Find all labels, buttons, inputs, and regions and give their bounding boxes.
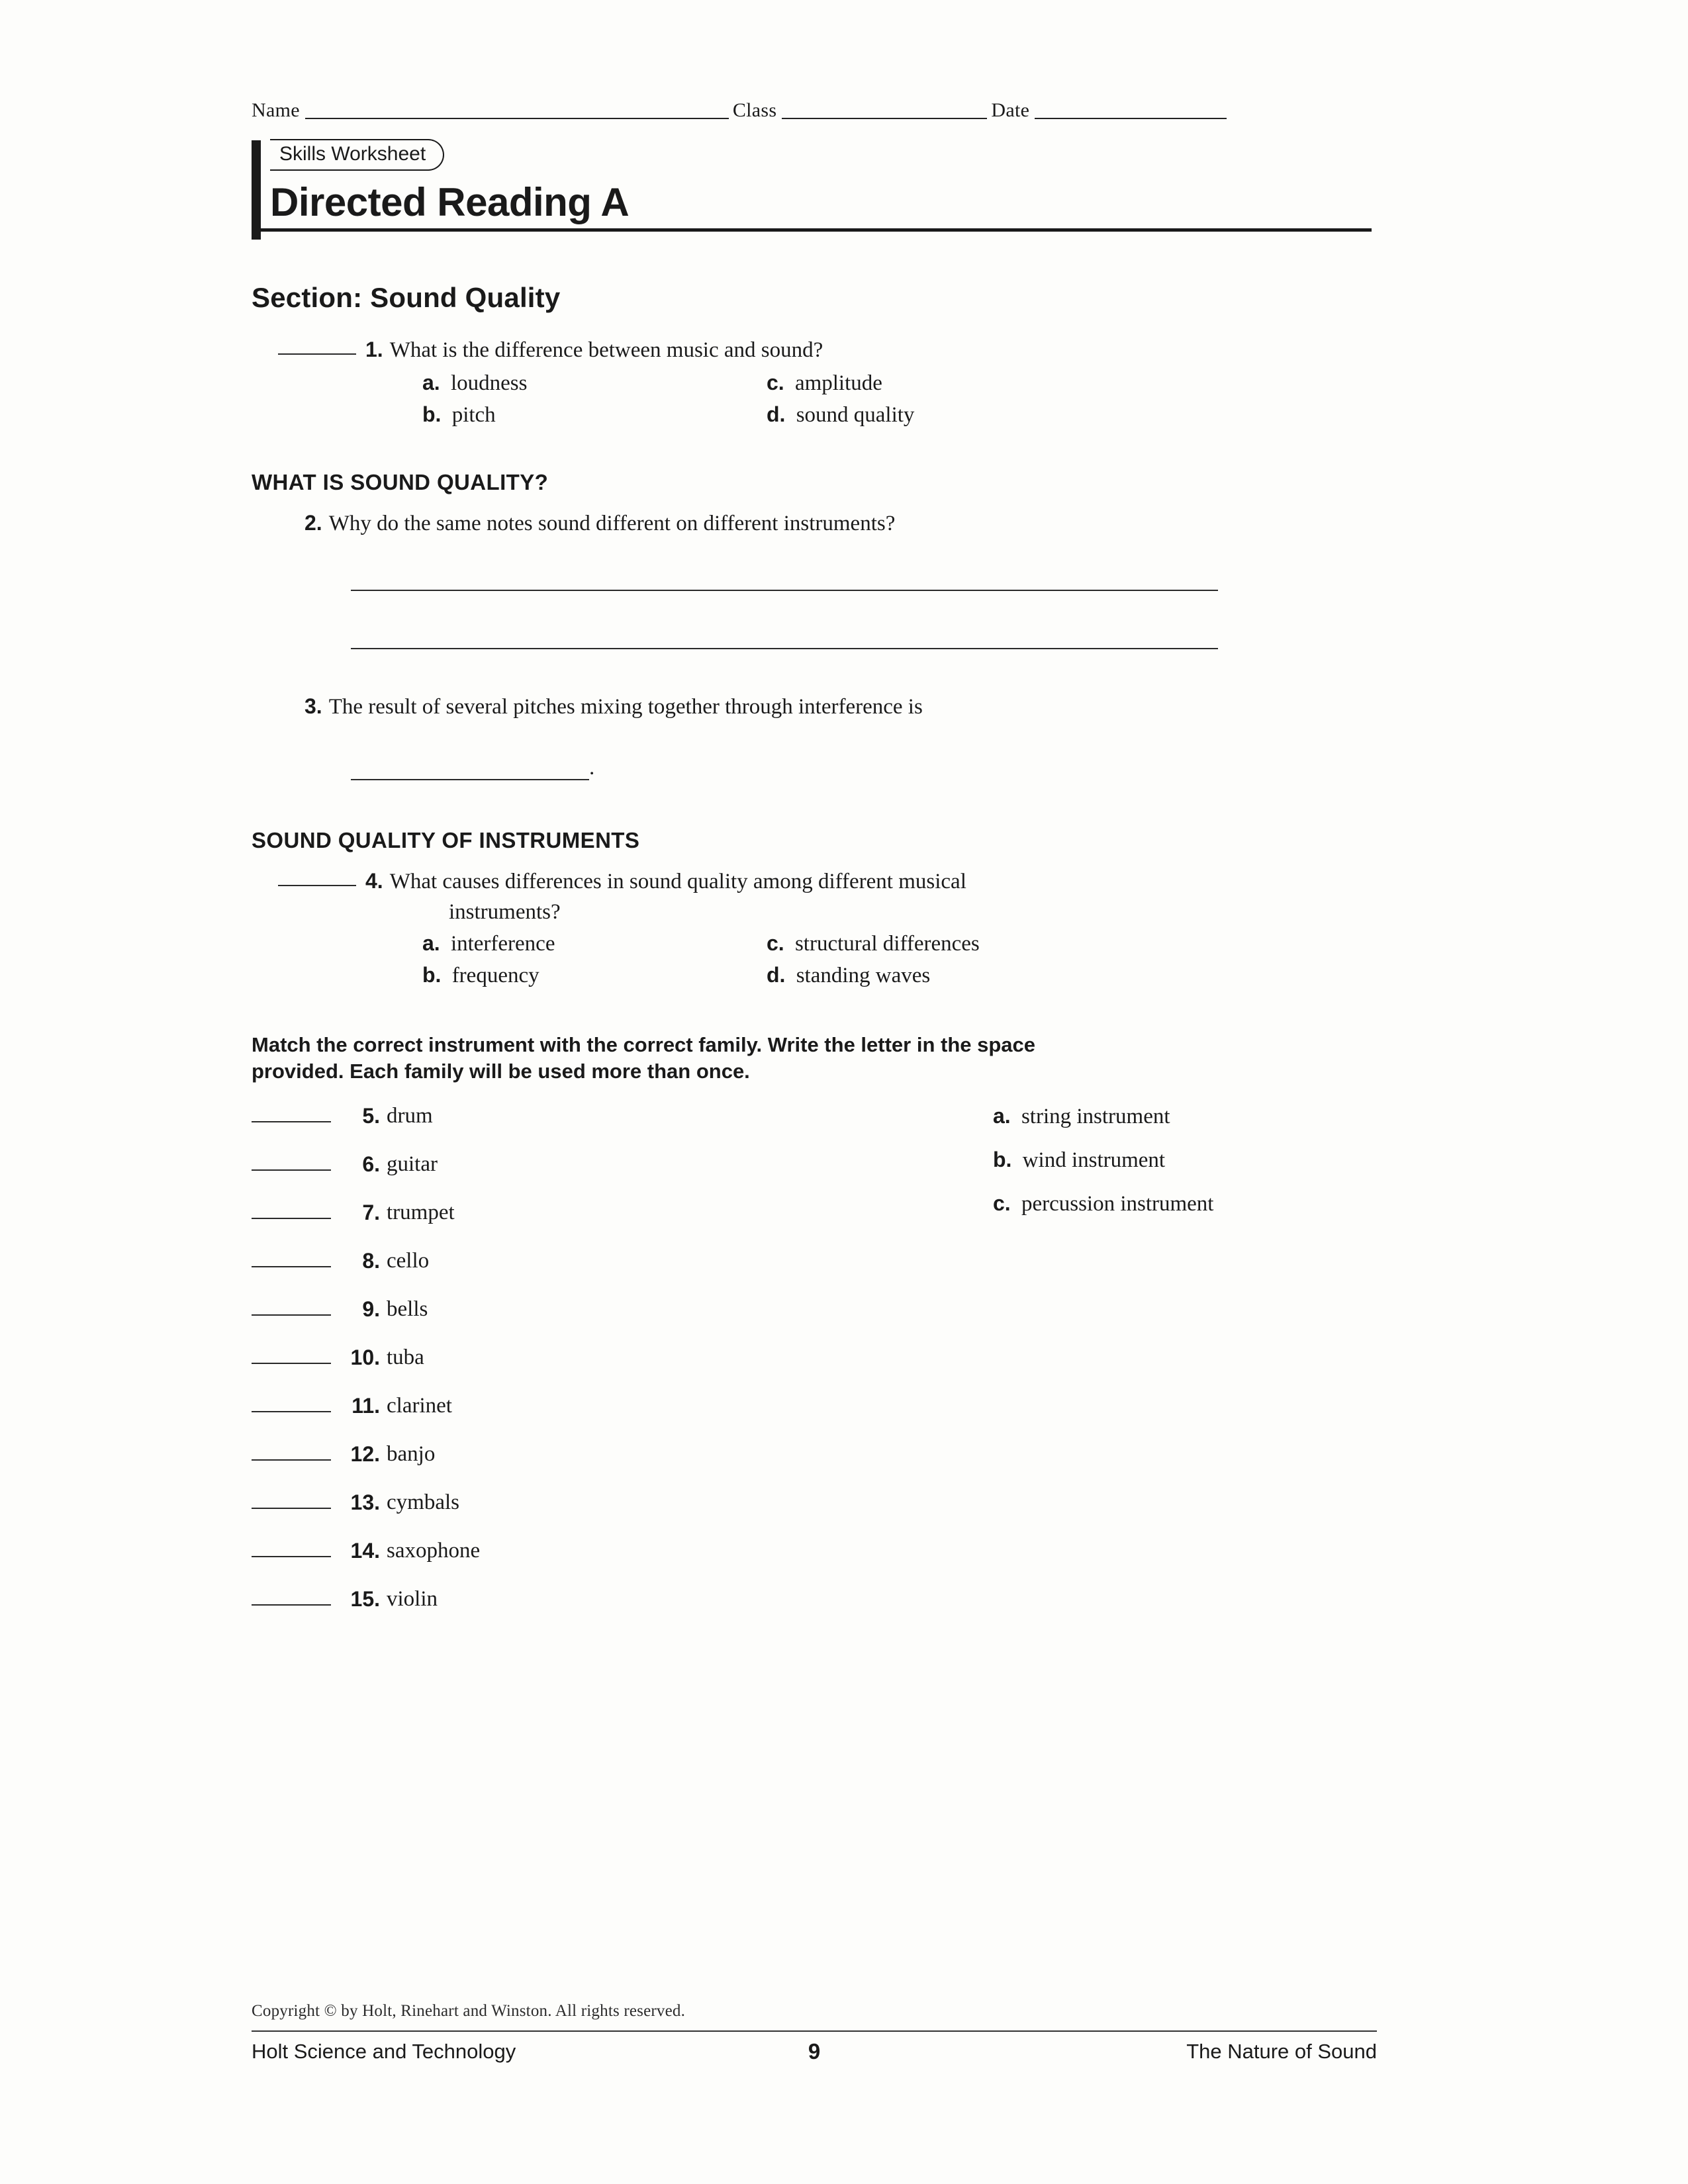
- question-1-choice-a[interactable]: [422, 371, 767, 396]
- matching-instructions-line-2: provided. Each family will be used more than once.: [252, 1059, 750, 1083]
- matching-item-number: 13.: [350, 1490, 380, 1515]
- matching-item-text: bells: [387, 1297, 428, 1322]
- matching-instructions-line-1: Match the correct instrument with the correct family. Write the letter in the space: [252, 1033, 1036, 1057]
- matching-item-6: [252, 1152, 914, 1177]
- choice-letter: b.: [422, 963, 442, 987]
- question-1-text: What is the difference between music and sound?: [389, 338, 823, 362]
- choice-letter: c.: [767, 931, 784, 956]
- choice-letter: a.: [422, 371, 440, 395]
- matching-option-a: [993, 1104, 1390, 1129]
- matching-item-12-blank[interactable]: [252, 1442, 331, 1461]
- question-3-answer-row: [351, 756, 1377, 780]
- name-input-line[interactable]: [305, 101, 729, 119]
- matching-options-list: [993, 1104, 1390, 1235]
- question-3-number: 3.: [305, 694, 322, 719]
- matching-item-text: guitar: [387, 1152, 438, 1177]
- matching-instructions: [252, 1032, 1350, 1084]
- class-input-line[interactable]: [782, 101, 987, 119]
- matching-item-14: [252, 1539, 914, 1563]
- name-label: Name: [252, 99, 300, 121]
- choice-text: pitch: [451, 403, 496, 428]
- matching-item-6-blank[interactable]: [252, 1152, 331, 1171]
- matching-item-8: [252, 1249, 914, 1273]
- choice-letter: d.: [767, 402, 786, 427]
- question-3-text: The result of several pitches mixing together through interference is: [328, 695, 923, 719]
- question-1-choice-b[interactable]: [422, 402, 767, 428]
- matching-item-14-blank[interactable]: [252, 1539, 331, 1557]
- subheading-what-is-sound-quality: WHAT IS SOUND QUALITY?: [252, 470, 549, 495]
- question-4: [278, 868, 1377, 896]
- question-1: [278, 336, 1377, 365]
- matching-item-11-blank[interactable]: [252, 1394, 331, 1412]
- matching-item-7: [252, 1201, 914, 1225]
- matching-item-text: banjo: [387, 1442, 436, 1467]
- question-4-number: 4.: [365, 869, 383, 893]
- matching-item-text: violin: [387, 1587, 438, 1612]
- question-4-choices-col-left: [422, 931, 767, 995]
- title-divider: [252, 228, 1372, 232]
- question-4-choice-a[interactable]: [422, 931, 767, 956]
- option-letter: b.: [993, 1148, 1012, 1172]
- section-heading: Section: Sound Quality: [252, 281, 561, 313]
- matching-item-text: trumpet: [387, 1201, 455, 1225]
- date-input-line[interactable]: [1035, 101, 1227, 119]
- page-number: 9: [808, 2039, 821, 2064]
- matching-item-5: [252, 1104, 914, 1128]
- footer-chapter-title: The Nature of Sound: [1186, 2040, 1377, 2063]
- question-4-choice-d[interactable]: [767, 963, 1111, 988]
- footer-book-title: Holt Science and Technology: [252, 2040, 516, 2063]
- question-3-period: .: [589, 756, 595, 780]
- question-4-choice-c[interactable]: [767, 931, 1111, 956]
- matching-item-7-blank[interactable]: [252, 1201, 331, 1219]
- choice-letter: c.: [767, 371, 784, 395]
- matching-option-c: [993, 1191, 1390, 1216]
- question-4-text-line-1: What causes differences in sound quality among different musical: [389, 870, 966, 894]
- matching-option-b: [993, 1148, 1390, 1173]
- question-4-answer-blank[interactable]: [278, 868, 356, 886]
- matching-item-number: 8.: [362, 1249, 380, 1273]
- matching-item-number: 7.: [362, 1201, 380, 1225]
- matching-item-text: saxophone: [387, 1539, 481, 1563]
- question-1-choices: [422, 371, 1377, 434]
- matching-item-5-blank[interactable]: [252, 1104, 331, 1122]
- question-3: [305, 693, 1377, 721]
- question-2: [305, 510, 1377, 538]
- option-letter: a.: [993, 1104, 1011, 1128]
- date-label: Date: [991, 99, 1030, 121]
- matching-item-text: tuba: [387, 1345, 424, 1370]
- question-1-choice-c[interactable]: [767, 371, 1111, 396]
- question-4-choice-b[interactable]: [422, 963, 767, 988]
- copyright-notice: Copyright © by Holt, Rinehart and Winston. All rights reserved.: [252, 2002, 686, 2020]
- question-4-choices: [422, 931, 1377, 995]
- matching-item-13: [252, 1490, 914, 1515]
- matching-item-10-blank[interactable]: [252, 1345, 331, 1364]
- matching-item-number: 9.: [362, 1297, 380, 1322]
- worksheet-content: [252, 99, 1377, 1635]
- option-letter: c.: [993, 1191, 1011, 1216]
- question-4-text-line-2: instruments?: [449, 900, 561, 925]
- matching-item-12: [252, 1442, 914, 1467]
- question-2-answer-line-1[interactable]: [351, 588, 1218, 591]
- matching-item-number: 14.: [350, 1539, 380, 1563]
- matching-item-text: clarinet: [387, 1394, 452, 1418]
- question-1-choices-col-right: [767, 371, 1111, 434]
- choice-text: structural differences: [794, 932, 980, 956]
- choice-text: standing waves: [796, 964, 931, 988]
- choice-text: sound quality: [796, 403, 915, 428]
- title-accent-bar: [252, 140, 261, 240]
- student-info-header: [252, 99, 1377, 122]
- question-1-choice-d[interactable]: [767, 402, 1111, 428]
- matching-item-number: 5.: [362, 1104, 380, 1128]
- choice-letter: d.: [767, 963, 786, 987]
- matching-item-number: 12.: [350, 1442, 380, 1467]
- question-1-answer-blank[interactable]: [278, 336, 356, 355]
- matching-item-text: cello: [387, 1249, 430, 1273]
- question-4-choices-col-right: [767, 931, 1111, 995]
- title-block: [252, 139, 1377, 232]
- page-footer: [252, 2040, 1377, 2064]
- page-title: Directed Reading A: [270, 179, 630, 224]
- question-2-number: 2.: [305, 511, 322, 535]
- matching-item-15: [252, 1587, 914, 1612]
- matching-item-15-blank[interactable]: [252, 1587, 331, 1606]
- matching-items-list: [252, 1104, 914, 1612]
- option-text: string instrument: [1021, 1105, 1170, 1129]
- matching-item-number: 15.: [350, 1587, 380, 1612]
- matching-item-13-blank[interactable]: [252, 1490, 331, 1509]
- choice-text: frequency: [451, 964, 539, 988]
- choice-text: loudness: [450, 371, 528, 396]
- question-3-answer-blank[interactable]: [351, 762, 589, 780]
- matching-section: [252, 1104, 1377, 1612]
- choice-letter: b.: [422, 402, 442, 427]
- matching-item-text: drum: [387, 1104, 433, 1128]
- matching-item-9-blank[interactable]: [252, 1297, 331, 1316]
- choice-letter: a.: [422, 931, 440, 956]
- question-1-choices-col-left: [422, 371, 767, 434]
- question-2-answer-line-2[interactable]: [351, 647, 1218, 649]
- matching-item-text: cymbals: [387, 1490, 459, 1515]
- matching-item-8-blank[interactable]: [252, 1249, 331, 1267]
- matching-item-11: [252, 1394, 914, 1418]
- matching-item-9: [252, 1297, 914, 1322]
- footer-divider: [252, 2030, 1377, 2032]
- choice-text: amplitude: [794, 371, 882, 396]
- subheading-sound-quality-of-instruments: SOUND QUALITY OF INSTRUMENTS: [252, 828, 640, 853]
- matching-item-number: 6.: [362, 1152, 380, 1177]
- choice-text: interference: [450, 932, 555, 956]
- skills-worksheet-badge: Skills Worksheet: [270, 139, 444, 171]
- matching-item-10: [252, 1345, 914, 1370]
- option-text: wind instrument: [1022, 1148, 1166, 1173]
- class-label: Class: [732, 99, 777, 121]
- option-text: percussion instrument: [1021, 1192, 1214, 1216]
- matching-item-number: 10.: [350, 1345, 380, 1370]
- question-2-text: Why do the same notes sound different on different instruments?: [328, 512, 896, 536]
- matching-item-number: 11.: [352, 1394, 380, 1418]
- question-1-number: 1.: [365, 337, 383, 361]
